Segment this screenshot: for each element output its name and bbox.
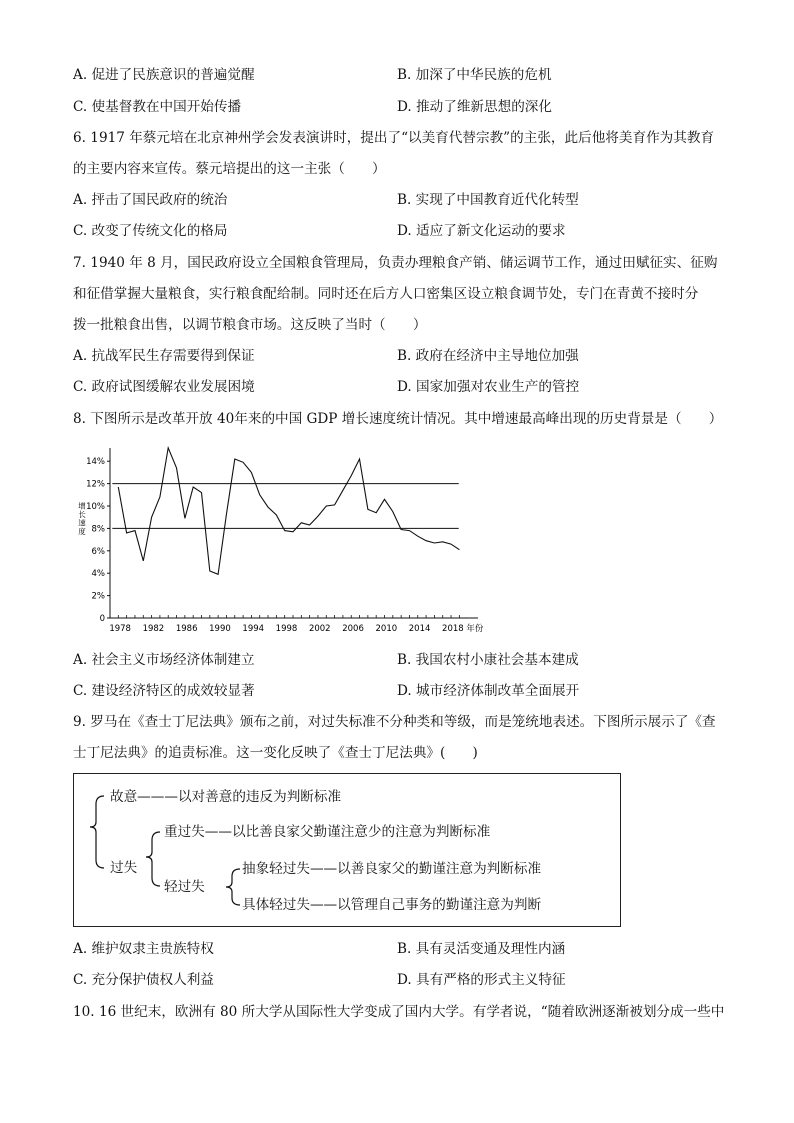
q7-option-d: D. 国家加强对农业生产的管控 xyxy=(397,379,580,395)
gross-negligence-standard: 重过失——以比善良家父勤谨注意少的注意为判断标准 xyxy=(164,824,491,840)
y-tick-label: 8% xyxy=(91,524,105,535)
q6-stem-line2: 的主要内容来宣传。蔡元培提出的这一主张（ ） xyxy=(73,161,386,177)
x-tick-label: 1986 xyxy=(175,624,198,634)
gdp-growth-line xyxy=(118,448,459,575)
q5-option-d: D. 推动了维新思想的深化 xyxy=(397,99,552,115)
q8-stem: 8. 下图所示是改革开放 40年来的中国 GDP 增长速度统计情况。其中增速最高峰出现的历史背景是（ ） xyxy=(73,411,723,427)
y-tick-label: 2% xyxy=(91,591,105,602)
q9-stem-line2: 士丁尼法典》的追责标准。这一变化反映了《查士丁尼法典》( ) xyxy=(73,745,478,761)
q6-option-a: A. 抨击了国民政府的统治 xyxy=(73,192,228,208)
q5-option-a: A. 促进了民族意识的普遍觉醒 xyxy=(73,67,255,83)
liability-standard-diagram xyxy=(73,773,621,927)
q8-option-b: B. 我国农村小康社会基本建成 xyxy=(397,652,579,668)
q5-option-b: B. 加深了中华民族的危机 xyxy=(397,67,552,83)
concrete-slight-negligence: 具体轻过失——以管理自己事务的勤谨注意为判断 xyxy=(242,897,542,913)
q6-option-d: D. 适应了新文化运动的要求 xyxy=(397,223,566,239)
gdp-growth-chart xyxy=(78,440,498,640)
q8-option-a: A. 社会主义市场经济体制建立 xyxy=(73,652,255,668)
q9-option-b: B. 具有灵活变通及理性内涵 xyxy=(397,941,566,957)
intent-standard: 故意———以对善意的违反为判断标准 xyxy=(110,789,342,805)
y-tick-label: 12% xyxy=(86,479,105,490)
q7-stem-line1: 7. 1940 年 8 月，国民政府设立全国粮食管理局，负责办理粮食产销、储运调节工作，通过田赋征实、征购 xyxy=(73,255,718,271)
negligence-label: 过失 xyxy=(110,860,138,876)
y-tick-label: 14% xyxy=(86,457,105,468)
x-tick-label: 2018 年份 xyxy=(442,624,484,634)
q9-option-d: D. 具有严格的形式主义特征 xyxy=(397,972,566,988)
q9-stem-line1: 9. 罗马在《查士丁尼法典》颁布之前，对过失标准不分种类和等级，而是笼统地表述。下图所示展示了《查 xyxy=(73,714,716,730)
x-tick-label: 1994 xyxy=(242,624,265,634)
q7-option-c: C. 政府试图缓解农业发展困境 xyxy=(73,379,255,395)
q7-option-a: A. 抗战军民生存需要得到保证 xyxy=(73,348,255,364)
q7-option-b: B. 政府在经济中主导地位加强 xyxy=(397,348,579,364)
q6-stem-line1: 6. 1917 年蔡元培在北京神州学会发表演讲时，提出了“以美育代替宗教”的主张，此后他将美育作为其教育 xyxy=(73,130,715,146)
x-tick-label: 2006 xyxy=(342,624,364,634)
abstract-slight-negligence: 抽象轻过失——以善良家父的勤谨注意为判断标准 xyxy=(242,861,542,877)
y-axis-label: 增长速度 xyxy=(78,502,87,536)
q7-stem-line3: 拨一批粮食出售，以调节粮食市场。这反映了当时（ ） xyxy=(73,317,427,333)
y-tick-label: 0 xyxy=(99,614,105,624)
y-tick-label: 10% xyxy=(86,502,105,512)
slight-negligence-label: 轻过失 xyxy=(164,879,205,895)
x-tick-label: 2010 xyxy=(375,624,398,634)
q7-stem-line2: 和征借掌握大量粮食，实行粮食配给制。同时还在后方人口密集区设立粮食调节处，专门在青黄不接时分 xyxy=(73,286,699,302)
q8-option-c: C. 建设经济特区的成效较显著 xyxy=(73,683,255,699)
chart-axes xyxy=(110,448,478,618)
q9-option-a: A. 维护奴隶主贵族特权 xyxy=(73,941,214,957)
x-tick-label: 1982 xyxy=(142,624,165,634)
y-tick-label: 4% xyxy=(91,569,105,580)
y-tick-label: 6% xyxy=(91,546,105,557)
x-tick-label: 1978 xyxy=(109,624,131,634)
x-tick-label: 2002 xyxy=(308,624,331,634)
q5-option-c: C. 使基督教在中国开始传播 xyxy=(73,99,242,115)
reference-lines xyxy=(112,484,458,529)
y-tick-labels xyxy=(86,457,110,624)
x-tick-label: 1990 xyxy=(209,624,231,634)
x-tick-label: 2014 xyxy=(408,624,431,634)
q6-option-c: C. 改变了传统文化的格局 xyxy=(73,223,228,239)
x-tick-label: 1998 xyxy=(275,624,298,634)
q10-stem-line1: 10. 16 世纪末，欧洲有 80 所大学从国际性大学变成了国内大学。有学者说，“随着欧洲逐渐被划分成一些中 xyxy=(73,1004,725,1020)
q6-option-b: B. 实现了中国教育近代化转型 xyxy=(397,192,579,208)
q8-option-d: D. 城市经济体制改革全面展开 xyxy=(397,683,580,699)
q9-option-c: C. 充分保护债权人利益 xyxy=(73,972,214,988)
